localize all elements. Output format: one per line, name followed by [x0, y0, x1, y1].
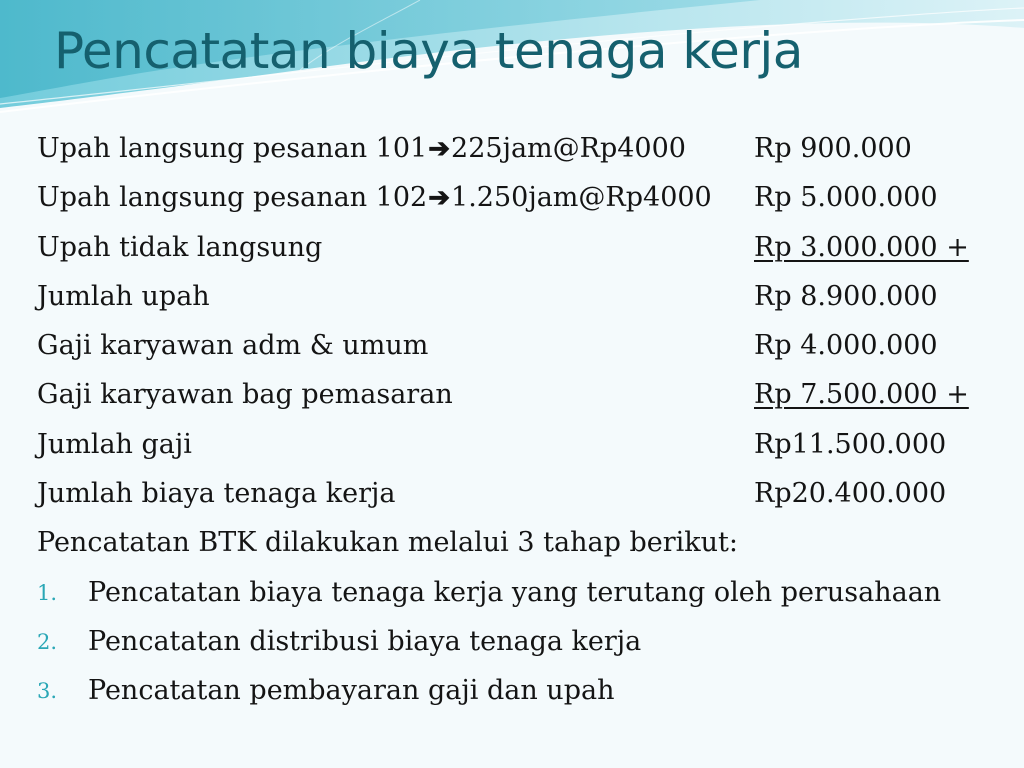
labor-row-direct-102 [37, 173, 997, 222]
labor-row-marketing-salary [37, 370, 997, 419]
list-text: Pencatatan pembayaran gaji dan upah [88, 675, 615, 707]
row-amount: Rp 3.000.000 + [754, 231, 969, 263]
row-label: Upah langsung pesanan 102➔1.250jam@Rp4000 [37, 182, 712, 214]
labor-row-total-labor-cost [37, 469, 997, 518]
labor-row-indirect [37, 223, 997, 272]
row-label: Upah langsung pesanan 101➔225jam@Rp4000 [37, 133, 686, 164]
slide-title: Pencatatan biaya tenaga kerja [54, 22, 803, 80]
row-label: Gaji karyawan adm & umum [37, 330, 429, 362]
arrow-right-icon: ➔ [428, 134, 451, 164]
list-item [37, 666, 997, 715]
row-amount: Rp 8.900.000 [754, 280, 938, 312]
row-label: Jumlah biaya tenaga kerja [37, 478, 396, 510]
row-amount: Rp 7.500.000 + [754, 379, 969, 411]
row-label: Gaji karyawan bag pemasaran [37, 379, 453, 411]
list-text: Pencatatan distribusi biaya tenaga kerja [88, 625, 642, 657]
row-amount: Rp 5.000.000 [754, 182, 938, 214]
row-label: Jumlah gaji [37, 428, 192, 460]
steps-list [37, 568, 997, 716]
row-label: Upah tidak langsung [37, 231, 323, 263]
list-number: 1. [37, 580, 58, 605]
list-text: Pencatatan biaya tenaga kerja yang terutang oleh perusahaan [88, 576, 942, 608]
content [37, 124, 997, 716]
list-number: 2. [37, 629, 58, 654]
list-number: 3. [37, 679, 58, 704]
row-amount: Rp20.400.000 [754, 478, 947, 510]
labor-row-total-salary [37, 420, 997, 469]
row-amount: Rp11.500.000 [754, 428, 947, 460]
steps-intro: Pencatatan BTK dilakukan melalui 3 tahap berikut: [37, 527, 738, 559]
row-amount: Rp 900.000 [754, 133, 912, 164]
arrow-right-icon: ➔ [428, 183, 451, 214]
row-label: Jumlah upah [37, 280, 210, 312]
labor-row-admin-salary [37, 321, 997, 370]
row-amount: Rp 4.000.000 [754, 330, 938, 362]
list-item [37, 617, 997, 666]
list-item [37, 568, 997, 617]
labor-row-direct-101 [37, 124, 997, 173]
labor-row-total-wages [37, 272, 997, 321]
